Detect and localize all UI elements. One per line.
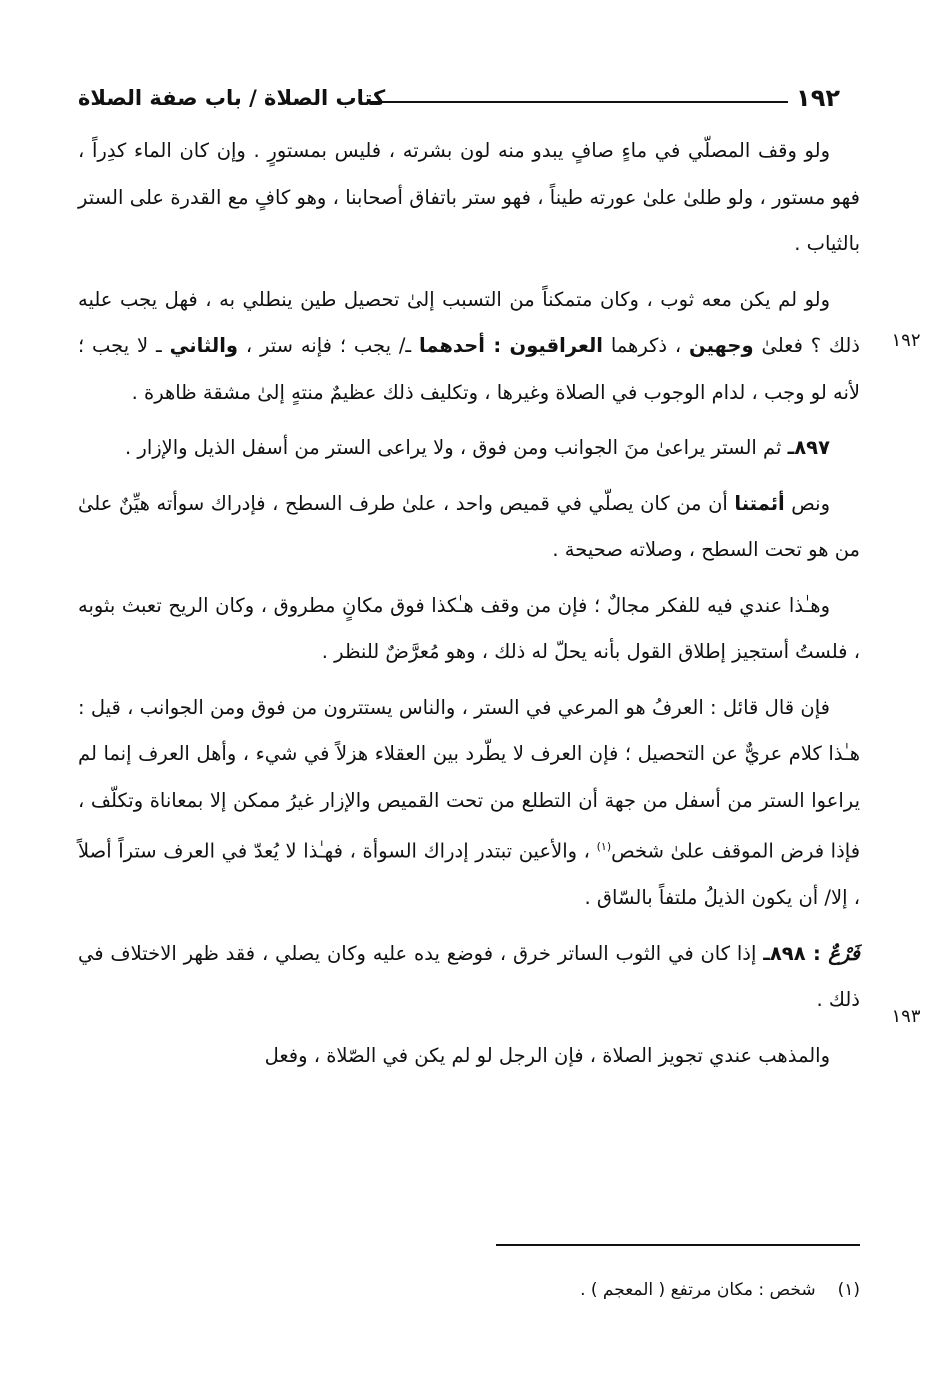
- paragraph-text: ولو لم يكن معه ثوب ، وكان متمكناً من التسبب إلىٰ تحصيل طين ينطلي به ، فهل يجب عليه ذلك ؟ فعلىٰ: [78, 287, 860, 357]
- paragraph-text: ـ لا يجب ؛ لأنه لو وجب ، لدام الوجوب في الصلاة وغيرها ، وتكليف ذلك عظيمٌ منتهٍ إلىٰ مشقة ظاهرة .: [78, 334, 860, 404]
- footnote-text: شخص : مكان مرتفع ( المعجم ) .: [580, 1280, 816, 1300]
- bold-term: والثاني: [169, 334, 239, 357]
- paragraph: [78, 931, 860, 1024]
- bold-term: العراقيون : أحدهما: [418, 334, 603, 357]
- page-header: [78, 78, 840, 118]
- issue-number: : ٨٩٨ـ: [763, 941, 829, 965]
- page-number: ١٩٢: [796, 84, 840, 112]
- paragraph-text: ونص: [784, 491, 830, 515]
- footnote-ref[interactable]: (١): [596, 840, 612, 853]
- footnote-number: (١): [837, 1280, 860, 1300]
- paragraph-text: أن من كان يصلّي في قميص واحد ، علىٰ طرف السطح ، فإدراك سوأته هيِّنٌ علىٰ من هو تحت السطح ، وصلاته صحيحة .: [78, 491, 860, 561]
- paragraph: [78, 128, 860, 268]
- paragraph-text: ، والأعين تبتدر إدراك السوأة ، فهـٰذا لا يُعدّ في العرف ستراً أصلاً ، إلا/ أن يكون الذيلُ ملتفاً بالسّاق .: [78, 839, 860, 909]
- main-text: [78, 128, 860, 1088]
- paragraph-text: ، ذكرهما: [603, 334, 690, 357]
- bold-term: أئمتنا: [734, 491, 785, 515]
- footnote-divider: [496, 1244, 860, 1246]
- paragraph-text: وهـٰذا عندي فيه للفكر مجالٌ ؛ فإن من وقف هـٰكذا فوق مكانٍ مطروق ، وكان الريح تعبث بثوبه ، فلستُ أستجيز إطلاق القول بأنه يحلّ له ذلك ، وهو مُعرَّضٌ للنظر .: [78, 593, 860, 663]
- paragraph-text: ولو وقف المصلّي في ماءٍ صافٍ يبدو منه لون بشرته ، فليس بمستورٍ . وإن كان الماء كدِراً ، فهو مستور ، ولو طلىٰ علىٰ عورته طيناً ، فهو ستر باتفاق أصحابنا ، وهو كافٍ مع القدرة على الستر بالثياب .: [78, 139, 860, 255]
- footnote: [580, 1276, 860, 1304]
- paragraph-text: ـ/ يجب ؛ فإنه ستر ،: [238, 334, 419, 357]
- paragraph: [78, 481, 860, 574]
- running-title: كتاب الصلاة / باب صفة الصلاة: [78, 86, 386, 110]
- issue-number: ٨٩٧ـ: [787, 436, 830, 459]
- paragraph-text: والمذهب عندي تجويز الصلاة ، فإن الرجل لو لم يكن في الصّلاة ، وفعل: [264, 1043, 830, 1067]
- paragraph-text: فإن قال قائل : العرفُ هو المرعي في الستر ، والناس يستترون من فوق ومن الجوانب ، قيل : هـٰذا كلام عريٌّ عن التحصيل ؛ فإن العرف لا يطّرد بين العقلاء هزلاً في شيء ، وأهل العرف إنما لم يراعوا الستر من أسفل من جهة أن التطلع من تحت القميص والإزار غيرُ ممكن إلا بمعاناة وتكلّف ، فإذا فرض الموقف علىٰ شخص: [78, 695, 861, 863]
- paragraph: [78, 277, 860, 417]
- paragraph-text: ثم الستر يراعىٰ منَ الجوانب ومن فوق ، ولا يراعى الستر من أسفل الذيل والإزار .: [125, 436, 788, 459]
- paragraph-text: إذا كان في الثوب الساتر خرق ، فوضع يده عليه وكان يصلي ، فقد ظهر الاختلاف في ذلك .: [78, 941, 860, 1011]
- paragraph: [78, 583, 860, 676]
- bold-term: وجهين: [689, 334, 754, 357]
- paragraph: [78, 425, 860, 472]
- header-rule: [368, 101, 788, 103]
- margin-page-marker: ١٩٢: [891, 330, 921, 351]
- margin-page-marker: ١٩٣: [891, 1006, 921, 1027]
- paragraph: [78, 1033, 860, 1080]
- branch-ornament: فَرْعٌ: [828, 941, 860, 965]
- paragraph: [78, 685, 860, 922]
